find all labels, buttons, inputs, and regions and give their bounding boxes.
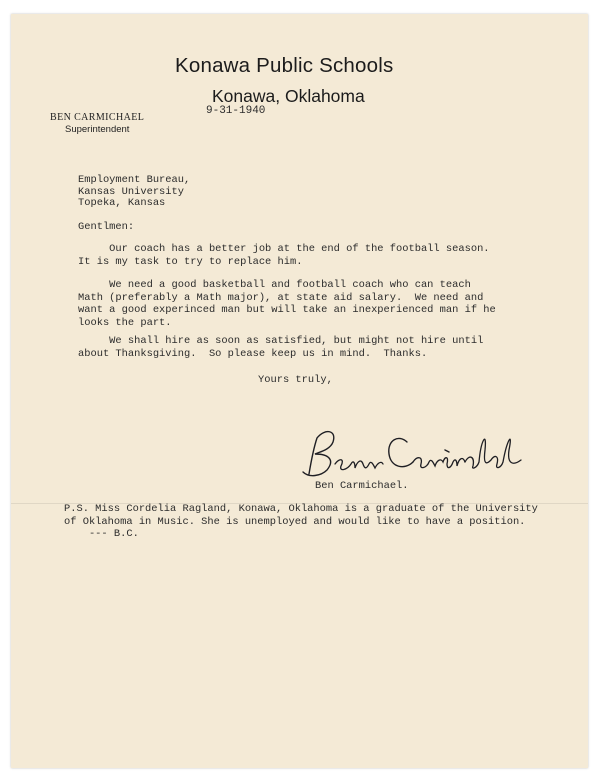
recipient-line: Employment Bureau,	[78, 174, 191, 186]
postscript	[64, 503, 538, 541]
body-line: We shall hire as soon as satisfied, but might not hire until	[78, 335, 484, 347]
paragraph-3	[78, 335, 483, 360]
handwritten-signature	[295, 420, 525, 482]
postscript-line: P.S. Miss Cordelia Ragland, Konawa, Oklahoma is a graduate of the University	[64, 503, 538, 515]
letterhead-location: Konawa, Oklahoma	[212, 86, 365, 106]
paragraph-1	[78, 243, 490, 268]
sender-title: Superintendent	[65, 124, 130, 135]
letter-date: 9-31-1940	[206, 105, 266, 117]
recipient-line: Kansas University	[78, 185, 185, 198]
recipient-line: Topeka, Kansas	[78, 197, 166, 209]
salutation: Gentlmen:	[78, 221, 135, 233]
body-line: It is my task to try to replace him.	[78, 255, 303, 268]
postscript-line: --- B.C.	[64, 528, 139, 541]
recipient-address	[78, 175, 190, 210]
body-line: Our coach has a better job at the end of the football season.	[78, 243, 490, 255]
letterhead-org: Konawa Public Schools	[175, 54, 394, 77]
closing: Yours truly,	[258, 374, 333, 386]
typed-name: Ben Carmichael.	[315, 480, 409, 492]
body-line: about Thanksgiving. So please keep us in mind. Thanks.	[78, 347, 428, 360]
sender-name: BEN CARMICHAEL	[50, 112, 145, 123]
postscript-line: of Oklahoma in Music. She is unemployed and would like to have a position.	[64, 515, 526, 528]
body-line: We need a good basketball and football coach who can teach	[78, 279, 471, 291]
paragraph-2	[78, 279, 496, 329]
body-line: Math (preferably a Math major), at state aid salary. We need and	[78, 291, 484, 304]
body-line: want a good experinced man but will take an inexperienced man if he	[78, 304, 496, 317]
body-line: looks the part.	[78, 316, 172, 329]
